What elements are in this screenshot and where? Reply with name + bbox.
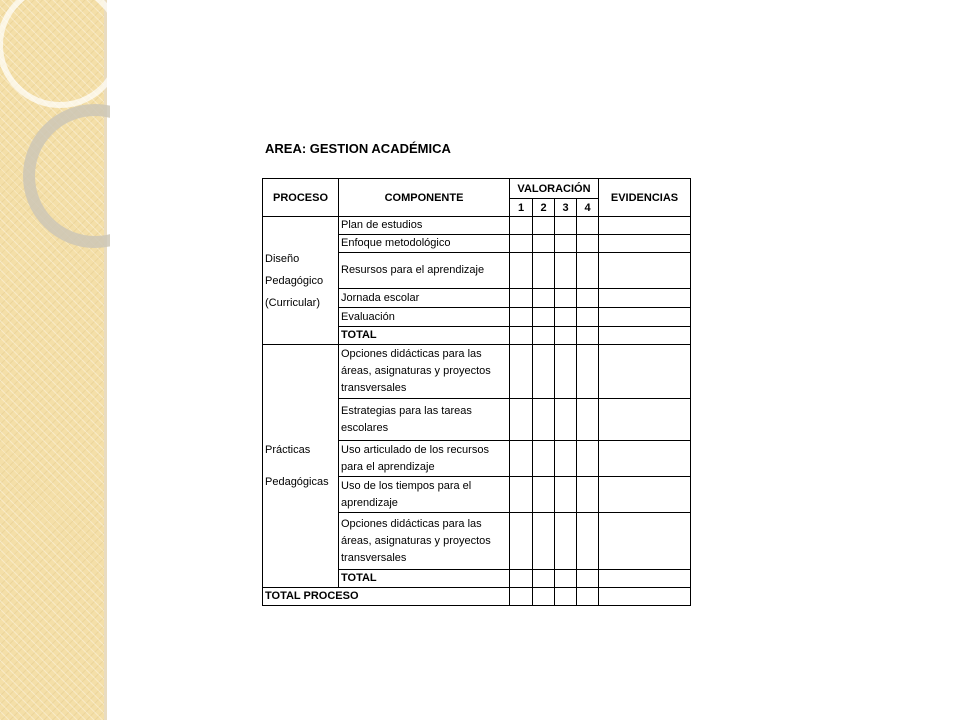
decorative-rings xyxy=(0,0,110,260)
rating-cell[interactable] xyxy=(555,327,577,345)
rating-cell[interactable] xyxy=(577,289,599,308)
scale-1: 1 xyxy=(510,199,533,217)
rating-cell[interactable] xyxy=(533,217,555,235)
rating-cell[interactable] xyxy=(577,308,599,327)
rating-cell[interactable] xyxy=(510,441,533,477)
rating-cell[interactable] xyxy=(533,235,555,253)
rating-cell[interactable] xyxy=(577,477,599,513)
rating-cell[interactable] xyxy=(533,441,555,477)
scale-4: 4 xyxy=(577,199,599,217)
rating-cell[interactable] xyxy=(510,217,533,235)
rating-cell[interactable] xyxy=(555,345,577,399)
rating-cell[interactable] xyxy=(510,570,533,588)
process-cell-practicas xyxy=(263,345,339,588)
evaluation-table xyxy=(262,178,691,606)
rating-cell[interactable] xyxy=(533,253,555,289)
total-proceso-cell: TOTAL PROCESO xyxy=(263,588,510,606)
header-evidencias: EVIDENCIAS xyxy=(599,179,691,217)
rating-cell[interactable] xyxy=(533,327,555,345)
rating-cell[interactable] xyxy=(510,235,533,253)
evidence-cell[interactable] xyxy=(599,289,691,308)
rating-cell[interactable] xyxy=(555,588,577,606)
process-line: Pedagógicas xyxy=(265,476,329,488)
rating-cell[interactable] xyxy=(555,513,577,570)
rating-cell[interactable] xyxy=(577,513,599,570)
component-cell: Jornada escolar xyxy=(339,289,510,308)
process-line: Prácticas xyxy=(265,444,311,456)
header-valoracion: VALORACIÓN xyxy=(510,179,599,199)
rating-cell[interactable] xyxy=(510,513,533,570)
rating-cell[interactable] xyxy=(577,327,599,345)
evidence-cell[interactable] xyxy=(599,399,691,441)
rating-cell[interactable] xyxy=(533,513,555,570)
scale-2: 2 xyxy=(533,199,555,217)
process-cell-diseno xyxy=(263,217,339,345)
rating-cell[interactable] xyxy=(510,477,533,513)
rating-cell[interactable] xyxy=(555,253,577,289)
rating-cell[interactable] xyxy=(533,477,555,513)
total-cell: TOTAL xyxy=(339,570,510,588)
component-cell: Enfoque metodológico xyxy=(339,235,510,253)
rating-cell[interactable] xyxy=(510,253,533,289)
rating-cell[interactable] xyxy=(533,308,555,327)
process-line: Pedagógico xyxy=(265,274,324,287)
rating-cell[interactable] xyxy=(555,308,577,327)
total-cell: TOTAL xyxy=(339,327,510,345)
rating-cell[interactable] xyxy=(555,217,577,235)
component-cell: Estrategias para las tareas escolares xyxy=(339,399,510,441)
rating-cell[interactable] xyxy=(577,588,599,606)
rating-cell[interactable] xyxy=(577,399,599,441)
rating-cell[interactable] xyxy=(533,570,555,588)
rating-cell[interactable] xyxy=(510,327,533,345)
header-proceso: PROCESO xyxy=(263,179,339,217)
scale-3: 3 xyxy=(555,199,577,217)
evidence-cell[interactable] xyxy=(599,253,691,289)
evidence-cell[interactable] xyxy=(599,345,691,399)
rating-cell[interactable] xyxy=(510,308,533,327)
rating-cell[interactable] xyxy=(577,441,599,477)
rating-cell[interactable] xyxy=(577,217,599,235)
component-cell: Plan de estudios xyxy=(339,217,510,235)
rating-cell[interactable] xyxy=(555,441,577,477)
rating-cell[interactable] xyxy=(555,289,577,308)
rating-cell[interactable] xyxy=(577,345,599,399)
evidence-cell[interactable] xyxy=(599,513,691,570)
rating-cell[interactable] xyxy=(533,345,555,399)
component-cell: Opciones didácticas para las áreas, asignaturas y proyectos transversales xyxy=(339,345,510,399)
rating-cell[interactable] xyxy=(510,588,533,606)
rating-cell[interactable] xyxy=(533,399,555,441)
rating-cell[interactable] xyxy=(510,399,533,441)
component-cell: Uso de los tiempos para el aprendizaje xyxy=(339,477,510,513)
evidence-cell[interactable] xyxy=(599,570,691,588)
header-componente: COMPONENTE xyxy=(339,179,510,217)
evidence-cell[interactable] xyxy=(599,217,691,235)
rating-cell[interactable] xyxy=(510,289,533,308)
process-line: (Curricular) xyxy=(265,296,320,309)
evidence-cell[interactable] xyxy=(599,308,691,327)
area-title: AREA: GESTION ACADÉMICA xyxy=(265,141,451,156)
component-cell: Resursos para el aprendizaje xyxy=(339,253,510,289)
component-cell: Opciones didácticas para las áreas, asignaturas y proyectos transversales xyxy=(339,513,510,570)
rating-cell[interactable] xyxy=(577,253,599,289)
rating-cell[interactable] xyxy=(555,570,577,588)
component-cell: Uso articulado de los recursos para el aprendizaje xyxy=(339,441,510,477)
component-cell: Evaluación xyxy=(339,308,510,327)
rating-cell[interactable] xyxy=(577,570,599,588)
evidence-cell[interactable] xyxy=(599,235,691,253)
rating-cell[interactable] xyxy=(555,399,577,441)
evidence-cell[interactable] xyxy=(599,441,691,477)
rating-cell[interactable] xyxy=(555,477,577,513)
rating-cell[interactable] xyxy=(577,235,599,253)
rating-cell[interactable] xyxy=(533,588,555,606)
rating-cell[interactable] xyxy=(533,289,555,308)
rating-cell[interactable] xyxy=(510,345,533,399)
rating-cell[interactable] xyxy=(555,235,577,253)
evidence-cell[interactable] xyxy=(599,477,691,513)
evidence-cell[interactable] xyxy=(599,588,691,606)
process-line: Diseño xyxy=(265,252,300,265)
evidence-cell[interactable] xyxy=(599,327,691,345)
